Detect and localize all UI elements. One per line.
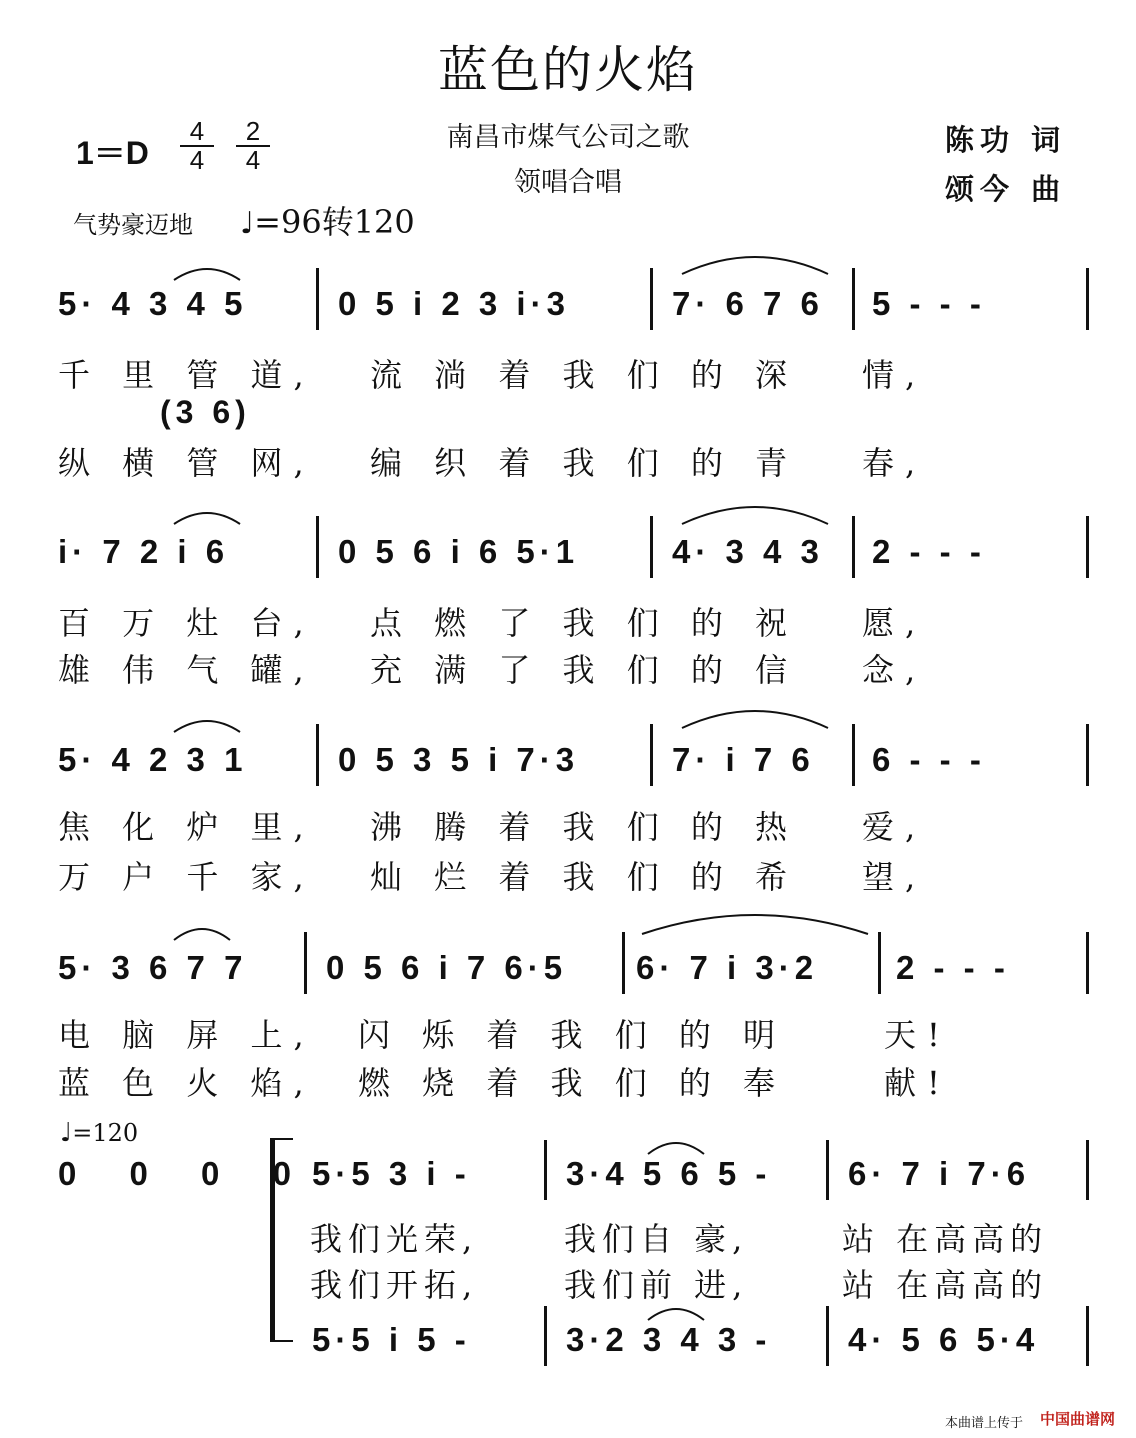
rest-measure: 0 0 0 0 (58, 1155, 313, 1192)
barline (1086, 724, 1089, 786)
barline (544, 1140, 547, 1200)
chorus-lower-measure2: 3·2 3 4 3 - (566, 1321, 772, 1358)
chorus-lyric1a: 我们光荣, (310, 1220, 479, 1258)
system2-lyric2c: 念, (862, 651, 927, 689)
system2-lyric1b: 点 燃 了 我 们 的 祝 (370, 604, 799, 642)
slur-icon (172, 506, 242, 526)
system4-measure3: 6· 7 i 3·2 (636, 949, 819, 986)
chorus-upper-measure3: 6· 7 i 7·6 (848, 1155, 1031, 1192)
barline (826, 1306, 829, 1366)
system4-measure4: 2 - - - (896, 949, 1010, 986)
barline (1086, 1306, 1089, 1366)
slur-icon (172, 262, 242, 282)
composer-credit: 颂今 曲 (945, 172, 1067, 206)
tempo-change-marking: ♩=120 (60, 1118, 139, 1148)
system3-measure2: 0 5 3 5 i 7·3 (338, 741, 580, 778)
slur-icon (172, 714, 242, 734)
slur-icon (640, 904, 870, 936)
triplet-slur-icon (680, 496, 830, 526)
system1-lyric2b: 编 织 着 我 们 的 青 (370, 444, 799, 482)
system1-lyric2c: 春, (862, 444, 927, 482)
system2-measure3: 4· 3 4 3 (672, 533, 824, 570)
system1-lyric1c: 情, (862, 356, 927, 394)
barline (878, 932, 881, 994)
system1-measure1: 5· 4 3 4 5 (58, 285, 248, 322)
system4-lyric1a: 电 脑 屏 上, (58, 1016, 315, 1054)
chorus-upper-measure2: 3·4 5 6 5 - (566, 1155, 772, 1192)
system4-lyric2a: 蓝 色 火 焰, (58, 1064, 315, 1102)
system2-measure1: i· 7 2 i 6 (58, 533, 230, 570)
system2-lyric2a: 雄 伟 气 罐, (58, 651, 315, 689)
barline (304, 932, 307, 994)
song-subtitle: 南昌市煤气公司之歌 (446, 122, 690, 153)
chorus-lyric1c: 站 在高高的 (842, 1220, 1049, 1258)
system3-measure1: 5· 4 2 3 1 (58, 741, 248, 778)
slur-icon (646, 1302, 706, 1322)
system2-measure2: 0 5 6 i 6 5·1 (338, 533, 580, 570)
system3-lyric1a: 焦 化 炉 里, (58, 808, 315, 846)
chorus-lyric1b: 我们自 豪, (564, 1220, 749, 1258)
system2-lyric1c: 愿, (862, 604, 927, 642)
barline (316, 724, 319, 786)
barline (852, 516, 855, 578)
triplet-slur-icon (680, 246, 830, 276)
chorus-lyric2c: 站 在高高的 (842, 1266, 1049, 1304)
system1-lyric1a: 千 里 管 道, (58, 356, 315, 394)
system1-lyric2a: 纵 横 管 网, (58, 444, 315, 482)
system2-lyric2b: 充 满 了 我 们 的 信 (370, 651, 799, 689)
lyricist-credit: 陈功 词 (945, 123, 1067, 157)
barline (650, 268, 653, 330)
slur-icon (172, 922, 232, 942)
barline (852, 724, 855, 786)
tempo-marking: ♩=96转120 (240, 203, 415, 241)
system3-lyric1b: 沸 腾 着 我 们 的 热 (370, 808, 799, 846)
slur-icon (646, 1136, 706, 1156)
system2-measure4: 2 - - - (872, 533, 986, 570)
system1-measure4: 5 - - - (872, 285, 986, 322)
triplet-slur-icon (680, 700, 830, 730)
system3-measure3: 7· i 7 6 (672, 741, 815, 778)
barline (1086, 1140, 1089, 1200)
expression-marking: 气势豪迈地 (73, 211, 193, 239)
system1-measure3: 7· 6 7 6 (672, 285, 824, 322)
system4-measure2: 0 5 6 i 7 6·5 (326, 949, 568, 986)
barline (1086, 516, 1089, 578)
barline (316, 268, 319, 330)
chorus-lyric2a: 我们开拓, (310, 1266, 479, 1304)
barline (852, 268, 855, 330)
quarter-note-icon: ♩ (60, 1118, 73, 1148)
system3-measure4: 6 - - - (872, 741, 986, 778)
site-logo: 中国曲谱网 (1040, 1410, 1116, 1428)
barline (1086, 268, 1089, 330)
system3-lyric2c: 望, (862, 858, 927, 896)
time-signature-1: $\frac{4}{4}$ (180, 118, 214, 173)
variant-notes: (3 6) (160, 394, 251, 430)
system3-lyric2a: 万 户 千 家, (58, 858, 315, 896)
key-signature: 1＝D (76, 135, 149, 171)
chorus-lower-measure3: 4· 5 6 5·4 (848, 1321, 1040, 1358)
time-signature-2: $\frac{2}{4}$ (236, 118, 270, 173)
barline (622, 932, 625, 994)
barline (316, 516, 319, 578)
upload-note: 本曲谱上传于 (945, 1416, 1024, 1431)
barline (544, 1306, 547, 1366)
barline (826, 1140, 829, 1200)
system4-measure1: 5· 3 6 7 7 (58, 949, 248, 986)
system1-measure2: 0 5 i 2 3 i·3 (338, 285, 570, 322)
chorus-lower-measure1: 5·5 i 5 - (312, 1321, 471, 1358)
system4-lyric1b: 闪 烁 着 我 们 的 明 (358, 1016, 787, 1054)
system4-lyric2c: 献! (884, 1064, 951, 1102)
system4-lyric1c: 天! (884, 1016, 951, 1054)
song-title: 蓝色的火焰 (438, 41, 698, 99)
chorus-lyric2b: 我们前 进, (564, 1266, 749, 1304)
barline (1086, 932, 1089, 994)
quarter-note-icon: ♩ (240, 206, 255, 241)
barline (650, 516, 653, 578)
barline (650, 724, 653, 786)
chorus-upper-measure1: 5·5 3 i - (312, 1155, 471, 1192)
system2-lyric1a: 百 万 灶 台, (58, 604, 315, 642)
performance-style: 领唱合唱 (514, 167, 622, 198)
system4-lyric2b: 燃 烧 着 我 们 的 奉 (358, 1064, 787, 1102)
system3-lyric2b: 灿 烂 着 我 们 的 希 (370, 858, 799, 896)
system-bracket (270, 1138, 293, 1342)
system3-lyric1c: 爱, (862, 808, 927, 846)
system1-lyric1b: 流 淌 着 我 们 的 深 (370, 356, 799, 394)
